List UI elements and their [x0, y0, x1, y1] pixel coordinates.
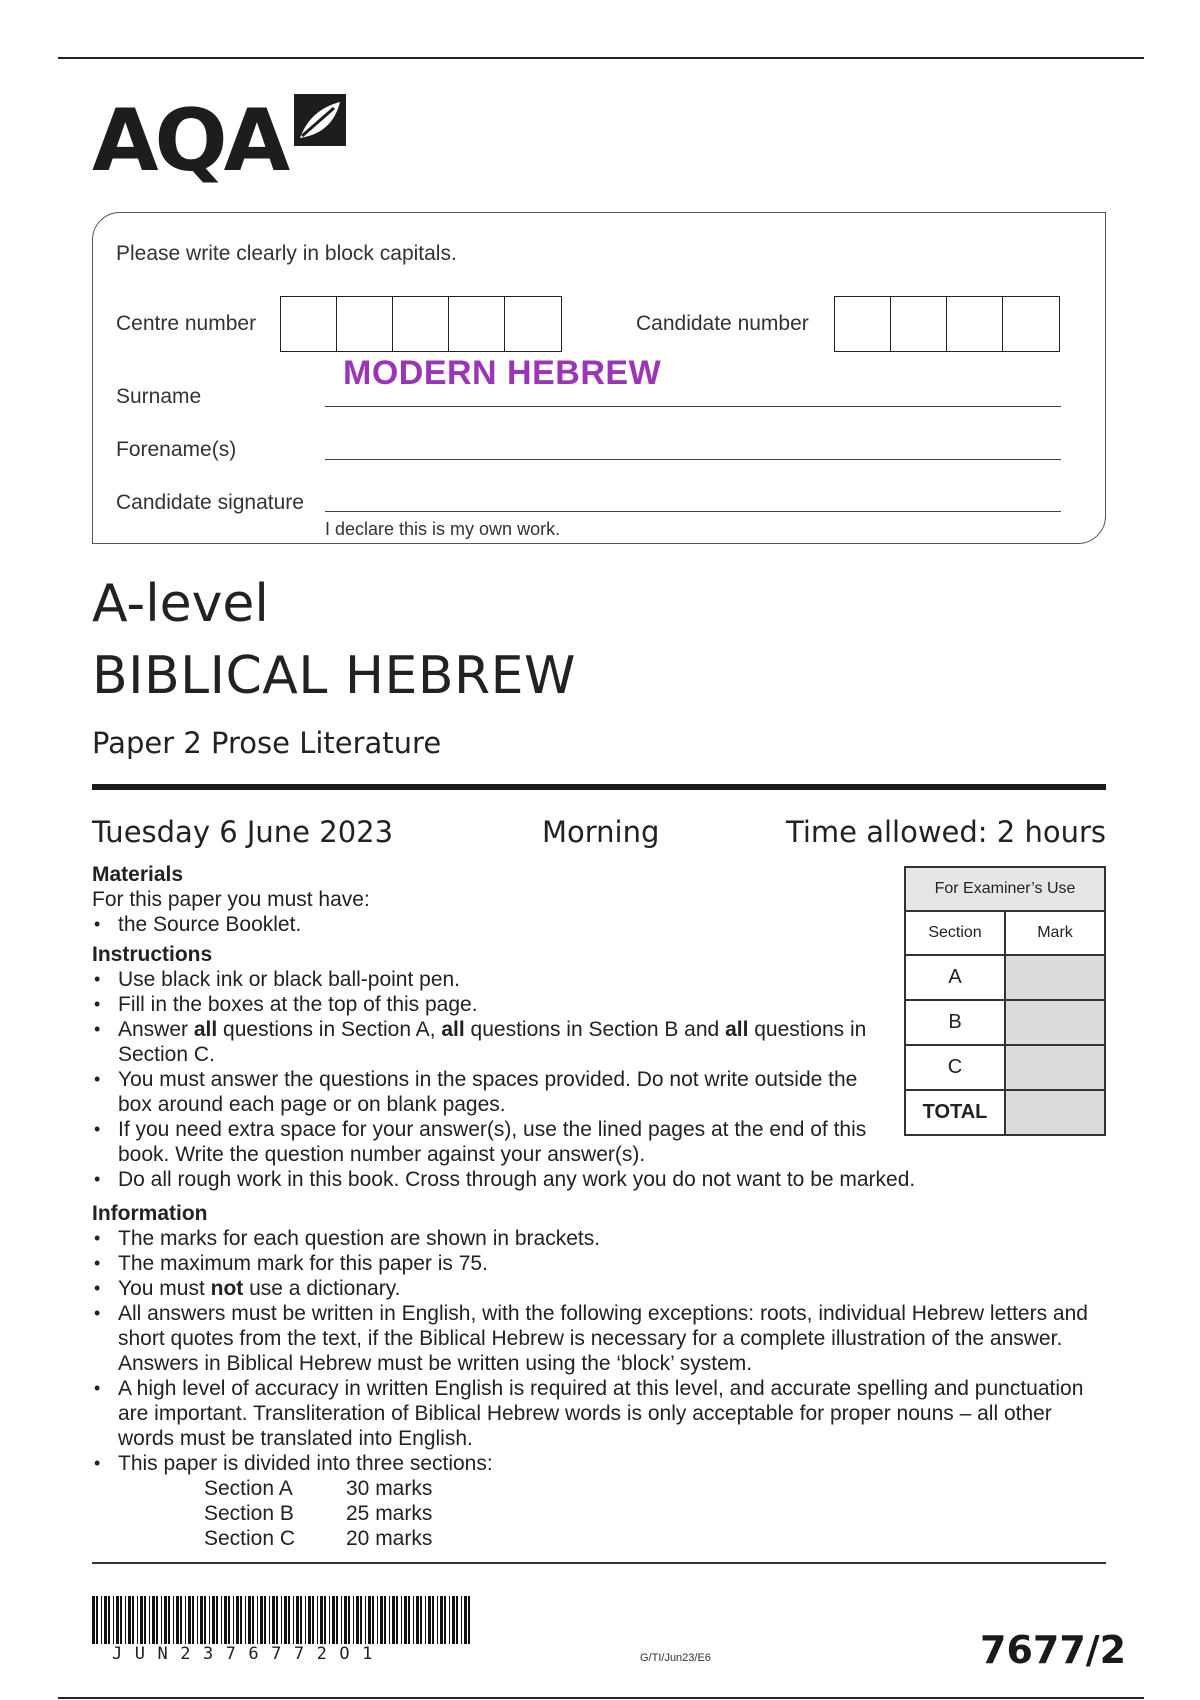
aqa-leaf-icon — [290, 90, 350, 150]
forenames-field[interactable] — [325, 459, 1061, 460]
barcode-bar — [156, 1596, 158, 1644]
barcode-bar — [216, 1596, 218, 1644]
mark-cell[interactable] — [1005, 1045, 1105, 1090]
bottom-rule — [58, 1697, 1144, 1699]
barcode-bar — [380, 1596, 383, 1644]
barcode-bar — [416, 1596, 419, 1644]
barcode-bar — [389, 1596, 390, 1644]
barcode-bar — [281, 1596, 282, 1644]
information-heading: Information — [92, 1202, 208, 1225]
candidate-digit-box[interactable] — [891, 297, 947, 351]
candidate-digit-box[interactable] — [835, 297, 891, 351]
list-item: • The marks for each question are shown in brackets. — [92, 1226, 1106, 1251]
list-item: • You must not use a dictionary. — [92, 1276, 1106, 1301]
centre-digit-box[interactable] — [505, 297, 561, 351]
surname-label: Surname — [116, 385, 202, 408]
barcode-bar — [197, 1596, 198, 1644]
barcode-bar — [221, 1596, 222, 1644]
barcode-bar — [144, 1596, 146, 1644]
barcode-bar — [185, 1596, 186, 1644]
instructions-heading: Instructions — [92, 943, 213, 966]
barcode-bar — [128, 1596, 131, 1644]
footer-rule — [92, 1562, 1106, 1564]
mark-cell[interactable] — [1005, 955, 1105, 1000]
total-label: TOTAL — [905, 1090, 1005, 1135]
barcode-bar — [96, 1596, 98, 1644]
signature-field[interactable] — [325, 511, 1061, 512]
signature-label: Candidate signature — [116, 491, 304, 514]
barcode-bar — [365, 1596, 366, 1644]
barcode-bar — [168, 1596, 170, 1644]
list-item: • Use black ink or black ball-point pen. — [92, 967, 892, 992]
barcode-bar — [456, 1596, 458, 1644]
aqa-logo — [92, 88, 350, 191]
barcode-bar — [272, 1596, 275, 1644]
barcode-bar — [92, 1596, 95, 1644]
centre-digit-box[interactable] — [281, 297, 337, 351]
barcode-bar — [384, 1596, 386, 1644]
barcode-bar — [236, 1596, 239, 1644]
barcode-bar — [224, 1596, 227, 1644]
centre-digit-box[interactable] — [393, 297, 449, 351]
barcode-bar — [305, 1596, 306, 1644]
barcode-bar — [104, 1596, 107, 1644]
barcode-bar — [173, 1596, 174, 1644]
barcode-bar — [212, 1596, 215, 1644]
barcode-bar — [348, 1596, 350, 1644]
centre-digit-box[interactable] — [337, 297, 393, 351]
barcode-bar — [276, 1596, 278, 1644]
barcode-bar — [264, 1596, 266, 1644]
barcode-bar — [360, 1596, 362, 1644]
barcode-bar — [444, 1596, 446, 1644]
barcode-bar — [468, 1596, 470, 1644]
materials-section — [92, 863, 892, 937]
list-item: • Do all rough work in this book. Cross through any work you do not want to be marked. — [92, 1167, 1118, 1192]
barcode-bar — [284, 1596, 287, 1644]
barcode-bar — [108, 1596, 110, 1644]
title-rule — [92, 784, 1106, 790]
section-marks-list — [204, 1476, 1106, 1551]
instructions-list — [92, 967, 916, 1192]
barcode-bar — [164, 1596, 167, 1644]
instructions-section — [92, 943, 916, 1192]
barcode-bar — [353, 1596, 354, 1644]
centre-digit-box[interactable] — [449, 297, 505, 351]
paper-code: 7677/2 — [980, 1628, 1127, 1672]
barcode-bar — [317, 1596, 318, 1644]
barcode-bar — [437, 1596, 438, 1644]
barcode-bar — [296, 1596, 299, 1644]
materials-heading: Materials — [92, 863, 184, 886]
barcode-bar — [257, 1596, 258, 1644]
surname-field[interactable] — [325, 406, 1061, 407]
section-column-header: Section — [905, 911, 1005, 955]
barcode-bar — [161, 1596, 162, 1644]
exam-session: Morning — [542, 815, 660, 849]
candidate-digit-box[interactable] — [947, 297, 1003, 351]
block-capitals-instruction: Please write clearly in block capitals. — [116, 242, 457, 265]
barcode-bar — [293, 1596, 294, 1644]
list-item: • You must answer the questions in the spaces provided. Do not write outside the box around each page or on blank pages. — [92, 1067, 892, 1117]
information-section — [92, 1202, 1106, 1551]
barcode-bar — [137, 1596, 138, 1644]
barcode-bar — [188, 1596, 191, 1644]
paper-reference: G/TI/Jun23/E6 — [640, 1652, 711, 1664]
barcode-bar — [324, 1596, 326, 1644]
barcode-bar — [140, 1596, 143, 1644]
barcode — [92, 1596, 474, 1644]
barcode-bar — [245, 1596, 246, 1644]
list-item: • All answers must be written in English, with the following exceptions: roots, individual Hebrew letters and short quotes from the text, if the Biblical Hebrew is necessary for a complete illustration of the answer. Answers in Biblical Hebrew must be written using the ‘block’ system. — [92, 1301, 1106, 1376]
barcode-bar — [113, 1596, 114, 1644]
aqa-logo-text: AQA — [92, 91, 287, 191]
barcode-bar — [392, 1596, 395, 1644]
barcode-bar — [204, 1596, 206, 1644]
barcode-bar — [344, 1596, 347, 1644]
barcode-bar — [404, 1596, 407, 1644]
barcode-bar — [440, 1596, 443, 1644]
barcode-bar — [176, 1596, 179, 1644]
barcode-bar — [452, 1596, 455, 1644]
barcode-bar — [308, 1596, 311, 1644]
barcode-bar — [152, 1596, 155, 1644]
barcode-bar — [401, 1596, 402, 1644]
barcode-bar — [312, 1596, 314, 1644]
barcode-bar — [252, 1596, 254, 1644]
barcode-bar — [332, 1596, 335, 1644]
barcode-bar — [260, 1596, 263, 1644]
subject-title: BIBLICAL HEBREW — [92, 646, 576, 706]
list-item: • This paper is divided into three sections: — [92, 1451, 1106, 1476]
barcode-bar — [461, 1596, 462, 1644]
barcode-bar — [449, 1596, 450, 1644]
barcode-bar — [420, 1596, 422, 1644]
list-item: • Fill in the boxes at the top of this page. — [92, 992, 892, 1017]
barcode-bar — [336, 1596, 338, 1644]
declaration-text: I declare this is my own work. — [325, 519, 561, 539]
barcode-bar — [180, 1596, 182, 1644]
section-marks-row: Section B 25 marks — [204, 1502, 433, 1525]
surname-value: MODERN HEBREW — [343, 354, 662, 392]
section-marks-row: Section C 20 marks — [204, 1527, 433, 1550]
centre-number-boxes[interactable] — [280, 296, 562, 352]
barcode-bar — [149, 1596, 150, 1644]
examiner-use-table — [904, 866, 1106, 1136]
forenames-label: Forename(s) — [116, 438, 237, 461]
barcode-bar — [240, 1596, 242, 1644]
barcode-bar — [368, 1596, 371, 1644]
centre-number-label: Centre number — [116, 312, 257, 335]
section-cell: C — [905, 1045, 1005, 1090]
materials-intro: For this paper you must have: — [92, 888, 370, 911]
barcode-bar — [233, 1596, 234, 1644]
barcode-bar — [209, 1596, 210, 1644]
barcode-bar — [428, 1596, 431, 1644]
barcode-bar — [432, 1596, 434, 1644]
examiner-table-title: For Examiner’s Use — [905, 867, 1105, 911]
candidate-number-boxes[interactable] — [834, 296, 1060, 352]
barcode-digits: JUN2376772O1 — [112, 1644, 385, 1664]
barcode-bar — [464, 1596, 467, 1644]
information-list — [92, 1226, 1106, 1476]
barcode-bar — [341, 1596, 342, 1644]
mark-column-header: Mark — [1005, 911, 1105, 955]
qualification-level: A-level — [92, 574, 269, 634]
barcode-bar — [413, 1596, 414, 1644]
barcode-bar — [269, 1596, 270, 1644]
mark-cell[interactable] — [1005, 1000, 1105, 1045]
barcode-bar — [288, 1596, 290, 1644]
paper-title: Paper 2 Prose Literature — [92, 726, 442, 760]
top-rule — [58, 57, 1144, 59]
list-item: • The maximum mark for this paper is 75. — [92, 1251, 1106, 1276]
barcode-bar — [396, 1596, 398, 1644]
candidate-digit-box[interactable] — [1003, 297, 1059, 351]
barcode-bar — [329, 1596, 330, 1644]
total-mark-cell[interactable] — [1005, 1090, 1105, 1135]
barcode-bar — [116, 1596, 119, 1644]
barcode-bar — [125, 1596, 126, 1644]
barcode-bar — [300, 1596, 302, 1644]
barcode-bar — [228, 1596, 230, 1644]
list-item: • the Source Booklet. — [92, 912, 892, 937]
barcode-bar — [101, 1596, 102, 1644]
barcode-bar — [200, 1596, 203, 1644]
section-cell: A — [905, 955, 1005, 1000]
list-item: • A high level of accuracy in written English is required at this level, and accurate spelling and punctuation are important. Transliteration of Biblical Hebrew words is only acceptable for proper nouns – all other words must be translated into English. — [92, 1376, 1106, 1451]
list-item: • Answer all questions in Section A, all questions in Section B and all questions in Section C. — [92, 1017, 892, 1067]
exam-date: Tuesday 6 June 2023 — [92, 815, 394, 849]
barcode-bar — [372, 1596, 374, 1644]
barcode-bar — [320, 1596, 323, 1644]
section-marks-row: Section A 30 marks — [204, 1477, 433, 1500]
barcode-bar — [192, 1596, 194, 1644]
barcode-bar — [248, 1596, 251, 1644]
barcode-bar — [377, 1596, 378, 1644]
section-cell: B — [905, 1000, 1005, 1045]
barcode-bar — [356, 1596, 359, 1644]
barcode-bar — [425, 1596, 426, 1644]
barcode-bar — [408, 1596, 410, 1644]
barcode-bar — [132, 1596, 134, 1644]
list-item: • If you need extra space for your answer(s), use the lined pages at the end of this book. Write the question number against your answer(s). — [92, 1117, 892, 1167]
barcode-bar — [120, 1596, 122, 1644]
materials-list — [92, 912, 892, 937]
candidate-number-label: Candidate number — [636, 312, 809, 335]
time-allowed: Time allowed: 2 hours — [786, 815, 1106, 849]
